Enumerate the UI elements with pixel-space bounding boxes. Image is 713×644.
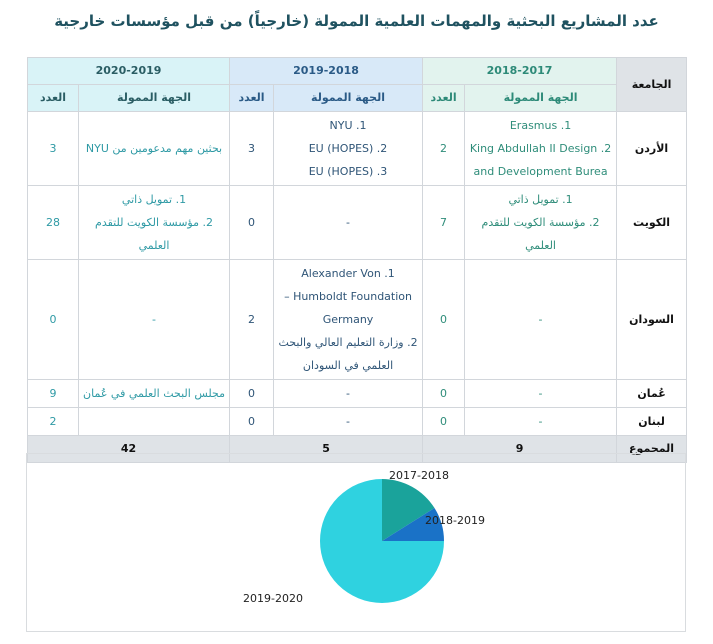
count-cell: 2 — [423, 112, 465, 186]
funder-item: and Development Burea — [473, 165, 608, 178]
funder-item: EU (HOPES) .2 — [308, 142, 388, 155]
funder-item: King Abdullah II Design .2 — [469, 142, 612, 155]
count-cell: 0 — [230, 380, 274, 408]
funder-header-3: الجهة الممولة — [79, 85, 230, 112]
funder-list — [83, 137, 225, 160]
funder-cell — [274, 260, 423, 380]
funder-item: - — [346, 216, 351, 229]
funding-table — [27, 57, 687, 463]
funder-item: 1. تمويل ذاتي — [121, 193, 187, 206]
funder-header-1: الجهة الممولة — [465, 85, 617, 112]
funder-list — [278, 410, 418, 433]
funder-item: مجلس البحث العلمي في عُمان — [83, 387, 225, 400]
university-cell: لبنان — [617, 408, 687, 436]
count-cell: 0 — [423, 260, 465, 380]
table-row — [28, 186, 687, 260]
table-row — [28, 260, 687, 380]
count-cell: 2 — [230, 260, 274, 380]
count-cell: 3 — [230, 112, 274, 186]
count-header-2: العدد — [230, 85, 274, 112]
funder-item: Germany — [322, 313, 374, 326]
pie-chart — [26, 453, 686, 632]
year-header-1: 2018-2017 — [423, 58, 617, 85]
count-cell: 0 — [423, 408, 465, 436]
funder-list — [83, 382, 225, 405]
funder-list — [83, 188, 225, 257]
pie-chart-svg — [27, 454, 685, 631]
pie-label-2018-2019: 2018-2019 — [425, 514, 485, 527]
funder-item: 1. تمويل ذاتي — [508, 193, 573, 206]
funder-cell — [465, 112, 617, 186]
funder-list — [469, 188, 612, 257]
count-cell: 7 — [423, 186, 465, 260]
funder-list — [469, 382, 612, 405]
funder-item: NYU .1 — [329, 119, 367, 132]
page-title: عدد المشاريع البحثية والمهمات العلمية الممولة (خارجياً) من قبل مؤسسات خارجية — [54, 12, 659, 30]
university-cell: السودان — [617, 260, 687, 380]
count-cell: 0 — [28, 260, 79, 380]
funder-cell — [465, 408, 617, 436]
funder-cell — [79, 112, 230, 186]
funder-item: - — [346, 387, 351, 400]
funder-list — [469, 114, 612, 183]
funder-list — [278, 211, 418, 234]
funder-cell — [79, 380, 230, 408]
funder-item: العلمي — [525, 239, 556, 252]
funder-list — [278, 262, 418, 377]
funder-item: - — [152, 313, 156, 326]
funder-item: Humboldt Foundation – — [284, 290, 412, 303]
total-label: المجموع — [617, 436, 687, 463]
count-cell: 28 — [28, 186, 79, 260]
university-header: الجامعة — [617, 58, 687, 112]
funder-list — [278, 114, 418, 183]
funder-cell — [274, 112, 423, 186]
year-header-2: 2019-2018 — [230, 58, 423, 85]
funder-item: العلمي في السودان — [302, 359, 394, 372]
funder-cell — [274, 408, 423, 436]
funder-cell — [79, 260, 230, 380]
count-header-3: العدد — [28, 85, 79, 112]
funder-cell — [465, 380, 617, 408]
pie-label-2017-2018: 2017-2018 — [389, 469, 449, 482]
funder-list — [83, 308, 225, 331]
table-row — [28, 408, 687, 436]
funder-cell — [274, 380, 423, 408]
count-cell: 9 — [28, 380, 79, 408]
funder-item: - — [346, 415, 351, 428]
table-row — [28, 380, 687, 408]
funder-item: - — [538, 387, 543, 400]
funder-item: بحثين مهم مدعومين من NYU — [85, 142, 223, 155]
university-cell: عُمان — [617, 380, 687, 408]
funder-cell — [465, 186, 617, 260]
funder-item: 2. وزارة التعليم العالي والبحث — [278, 336, 418, 349]
funder-item: Erasmus .1 — [509, 119, 572, 132]
funder-item: Alexander Von .1 — [301, 267, 395, 280]
total-year-3: 42 — [28, 436, 230, 463]
funder-header-2: الجهة الممولة — [274, 85, 423, 112]
funder-cell — [274, 186, 423, 260]
table-row — [28, 112, 687, 186]
funder-list — [469, 308, 612, 331]
year-header-3: 2020-2019 — [28, 58, 230, 85]
funder-item: EU (HOPES) .3 — [308, 165, 388, 178]
funder-item: 2. مؤسسة الكويت للتقدم — [95, 216, 213, 229]
funder-item: 2. مؤسسة الكويت للتقدم — [481, 216, 600, 229]
university-cell: الكويت — [617, 186, 687, 260]
count-header-1: العدد — [423, 85, 465, 112]
pie-label-2019-2020: 2019-2020 — [243, 592, 303, 605]
total-year-1: 9 — [423, 436, 617, 463]
count-cell: 0 — [230, 186, 274, 260]
funder-list — [278, 382, 418, 405]
count-cell: 3 — [28, 112, 79, 186]
funder-item: - — [538, 313, 543, 326]
count-cell: 2 — [28, 408, 79, 436]
funder-cell — [79, 408, 230, 436]
funder-cell — [465, 260, 617, 380]
funder-item: العلمي — [138, 239, 170, 252]
total-year-2: 5 — [230, 436, 423, 463]
funder-item: - — [538, 415, 543, 428]
count-cell: 0 — [423, 380, 465, 408]
funder-list — [469, 410, 612, 433]
funder-cell — [79, 186, 230, 260]
count-cell: 0 — [230, 408, 274, 436]
university-cell: الأردن — [617, 112, 687, 186]
